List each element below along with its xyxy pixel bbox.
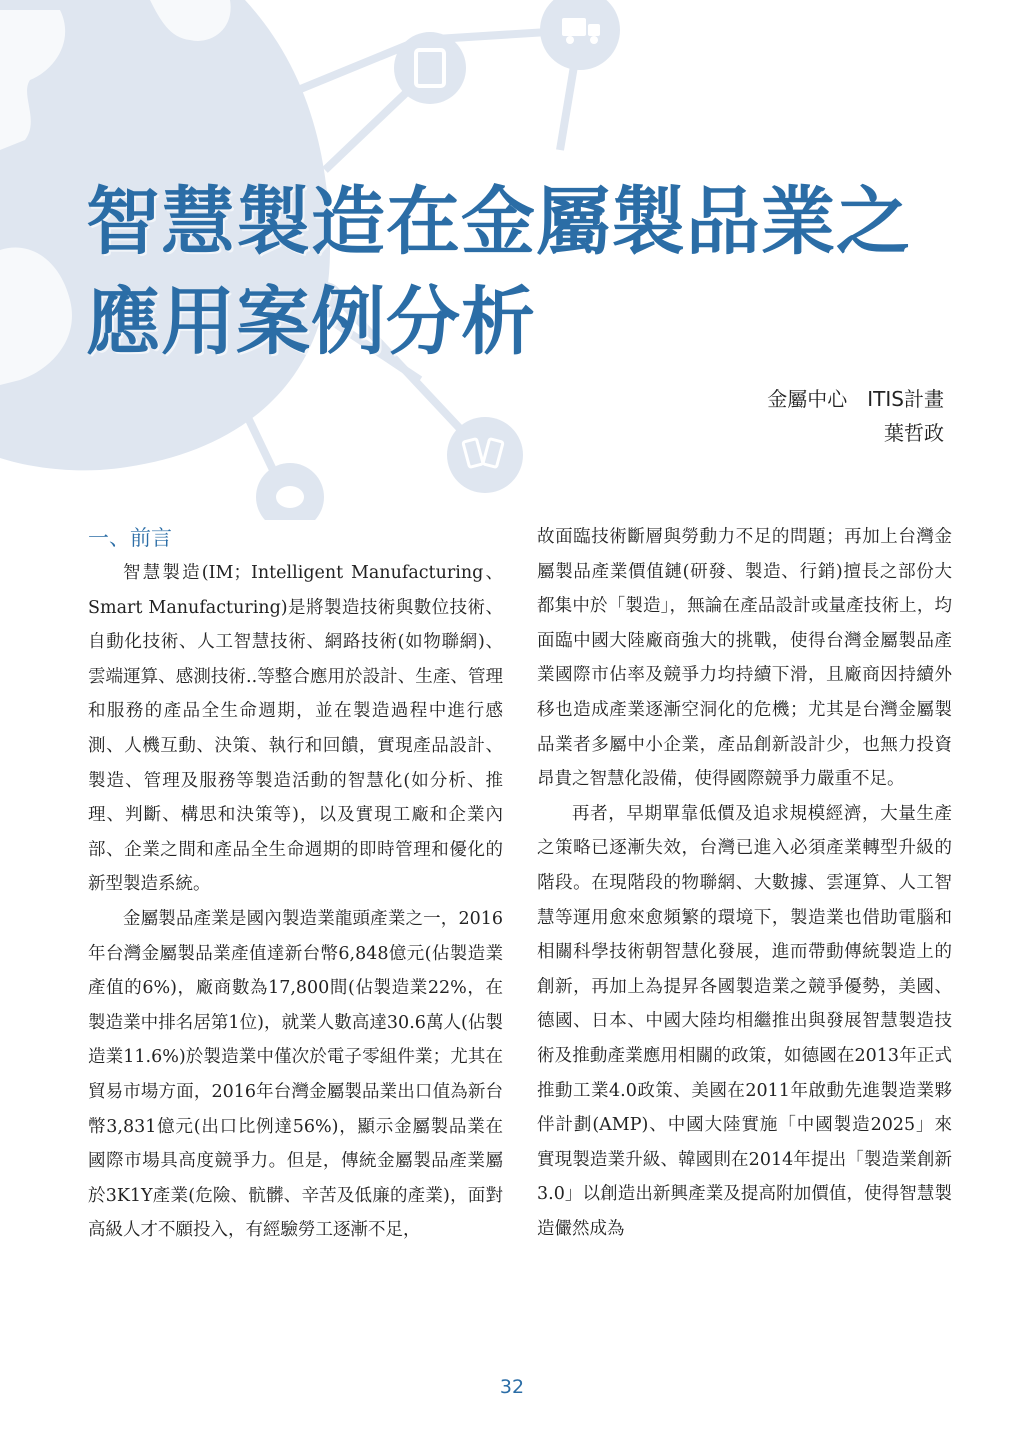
phone-node-icon xyxy=(447,417,523,493)
tablet-node-icon xyxy=(394,32,466,104)
author-affiliation: 金屬中心 ITIS計畫 xyxy=(767,387,944,411)
paragraph: 再者，早期單靠低價及追求規模經濟，大量生產之策略已逐漸失效，台灣已進入必須產業轉型升級的階段。在現階段的物聯網、大數據、雲運算、人工智慧等運用愈來愈頻繁的環境下，製造業也借助電腦和相關科學技術朝智慧化發展，進而帶動傳統製造上的創新，再加上為提昇各國製造業之競爭優勢，美國、德國、日本、中國大陸均相繼推出與發展智慧製造技術及推動產業應用相關的政策，如德國在2013年正式推動工業4.0政策、美國在2011年啟動先進製造業夥伴計劃(AMP)、中國大陸實施「中國製造2025」來實現製造業升級、韓國則在2014年提出「製造業創新3.0」以創造出新興產業及提高附加價值，使得智慧製造儼然成為 xyxy=(537,803,952,1239)
truck-node-icon xyxy=(540,0,620,70)
left-column xyxy=(88,520,503,1248)
author-name: 葉哲政 xyxy=(884,421,944,445)
author-block xyxy=(767,382,944,450)
section-heading: 一、前言 xyxy=(88,526,172,550)
paragraph-continued: 故面臨技術斷層與勞動力不足的問題；再加上台灣金屬製品產業價值鏈(研發、製造、行銷)擅長之部份大都集中於「製造」，無論在產品設計或量產技術上，均面臨中國大陸廠商強大的挑戰，使得台灣金屬製品產業國際市佔率及競爭力均持續下滑，且廠商因持續外移也造成產業逐漸空洞化的危機；尤其是台灣金屬製品業者多屬中小企業，產品創新設計少，也無力投資昂貴之智慧化設備，使得國際競爭力嚴重不足。 xyxy=(537,527,952,790)
page-number: 32 xyxy=(499,1376,525,1398)
chat-node-icon xyxy=(256,463,324,520)
title-line-1: 智慧製造在金屬製品業之 xyxy=(86,179,911,265)
paragraph: 智慧製造(IM；Intelligent Manufacturing、Smart Manufacturing)是將製造技術與數位技術、自動化技術、人工智慧技術、網路技術(如物聯網)、雲端運算、感測技術..等整合應用於設計、生產、管理和服務的產品全生命週期，並在製造過程中進行感測、人機互動、決策、執行和回饋，實現產品設計、製造、管理及服務等製造活動的智慧化(如分析、推理、判斷、構思和決策等)，以及實現工廠和企業內部、企業之間和產品全生命週期的即時管理和優化的新型製造系統。 xyxy=(88,563,503,895)
article-title xyxy=(86,172,986,372)
right-column xyxy=(537,520,952,1246)
title-line-2: 應用案例分析 xyxy=(86,279,536,365)
paragraph: 金屬製品產業是國內製造業龍頭產業之一，2016年台灣金屬製品業產值達新台幣6,848億元(佔製造業產值的6%)，廠商數為17,800間(佔製造業22%，在製造業中排名居第1位)，就業人數高達30.6萬人(佔製造業11.6%)於製造業中僅次於電子零組件業；尤其在貿易市場方面，2016年台灣金屬製品業出口值為新台幣3,831億元(出口比例達56%)，顯示金屬製品業在國際市場具高度競爭力。但是，傳統金屬製品產業屬於3K1Y產業(危險、骯髒、辛苦及低廉的產業)，面對高級人才不願投入，有經驗勞工逐漸不足， xyxy=(88,908,503,1241)
